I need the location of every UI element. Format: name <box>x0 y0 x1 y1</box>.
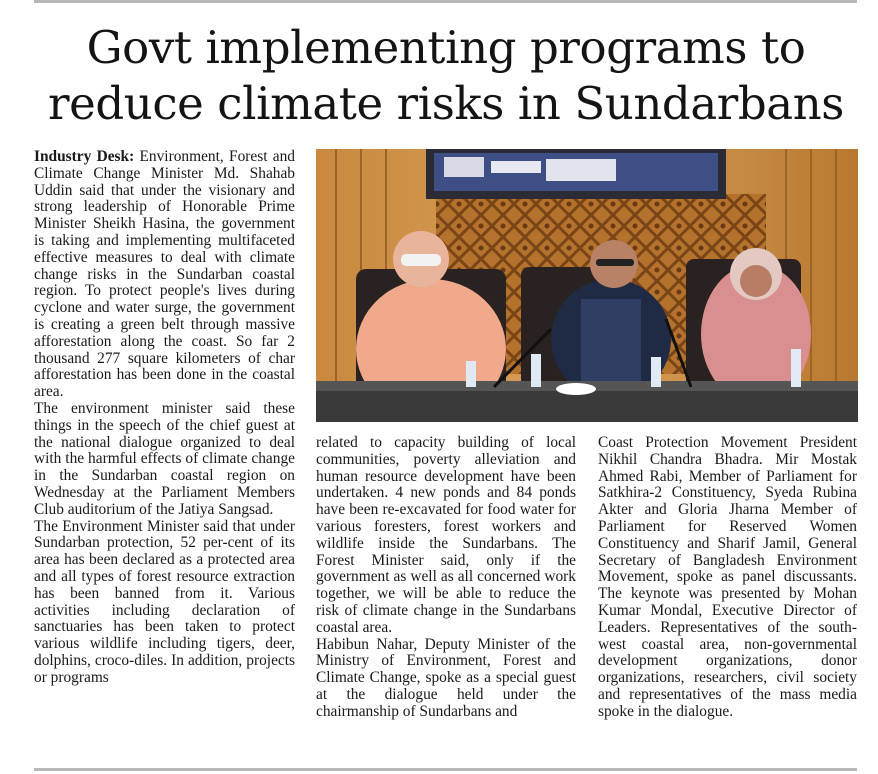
headline <box>30 20 862 132</box>
paragraph: The Environment Minister said that under Sundarban protection, 52 per-cent of its area has been declared as a protected area and all types of forest resource extraction has been banned from it. Various activities including declaration of sanctuaries has been taken to protect various wildlife including tigers, deer, dolphins, croco-diles. In addition, projects or programs <box>34 517 295 686</box>
bottom-rule <box>34 768 857 771</box>
article-column-3 <box>598 435 857 721</box>
paragraph-text: Environment, Forest and Climate Change Minister Md. Shahab Uddin said that under the visionary and strong leadership of Honorable Prime Minister Sheikh Hasina, the government is taking and implementing multifaceted effective measures to deal with climate change risks in the Sundarban coastal region. To protect people's lives during cyclone and water surge, the government is creating a green belt through massive afforestation along the coast. So far 2 thousand 277 square kilometers of char afforestation has been done in the coastal area. <box>34 148 295 401</box>
top-rule <box>34 0 857 3</box>
dateline: Industry Desk: <box>34 148 135 165</box>
paragraph: The environment minister said these things in the speech of the chief guest at the national dialogue organized to deal with the harmful effects of climate change in the Sundarban coastal region on Wednesday at the Parliament Members Club auditorium of the Jatiya Sangsad. <box>34 399 295 518</box>
panel-discussion-photo-icon <box>316 149 858 422</box>
paragraph: related to capacity building of local communities, poverty alleviation and human resource development have been undertaken. 4 new ponds and 84 ponds have been re-excavated for food water for various foresters, forest workers and wildlife inside the Sundarbans. The Forest Minister said, only if the government as well as all concerned work together, we will be able to reduce the risk of climate change in the Sundarbans coastal area. <box>316 434 576 636</box>
article-column-2 <box>316 435 576 721</box>
paragraph: Habibun Nahar, Deputy Minister of the Ministry of Environment, Forest and Climate Change, spoke as a special guest at the dialogue held under the chairmanship of Sundarbans and <box>316 635 576 720</box>
paragraph <box>34 149 295 401</box>
article-column-1 <box>34 149 295 687</box>
article-photo <box>316 149 858 422</box>
headline-line-2: reduce climate risks in Sundarbans <box>48 77 844 130</box>
headline-line-1: Govt implementing programs to <box>86 21 806 74</box>
paragraph: Coast Protection Movement President Nikhil Chandra Bhadra. Mir Mostak Ahmed Rabi, Member of Parliament for Satkhira-2 Constituency, Syeda Rubina Akter and Gloria Jharna Member of Parliament for Reserved Women Constituency and Sharif Jamil, General Secretary of Bangladesh Environment Movement, spoke as panel discussants. The keynote was presented by Mohan Kumar Mondal, Executive Director of Leaders. Representatives of the south-west coastal area, non-governmental development organizations, donor organizations, researchers, civil society and representatives of the mass media spoke in the dialogue. <box>598 434 857 720</box>
